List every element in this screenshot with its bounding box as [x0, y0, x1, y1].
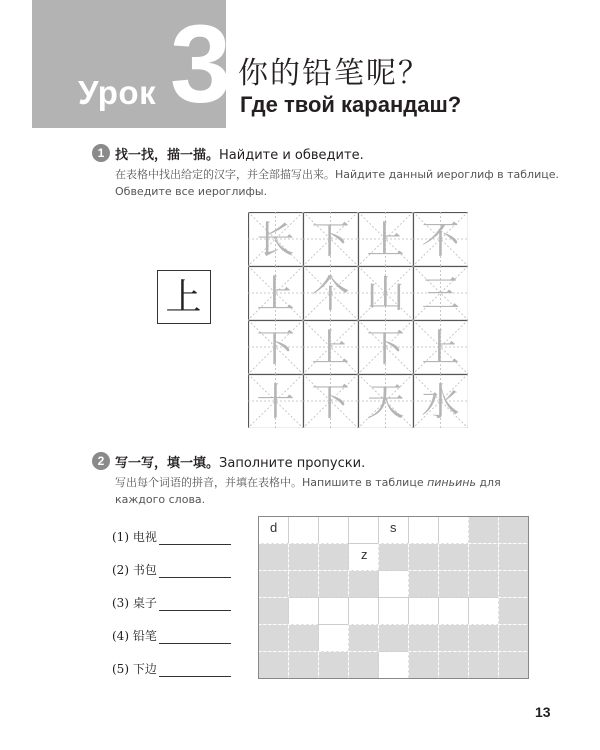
filler-cell — [259, 544, 289, 571]
filler-cell — [289, 544, 319, 571]
grid-character: 下 — [311, 380, 350, 424]
grid-cell[interactable] — [303, 266, 359, 321]
filler-cell — [349, 571, 379, 598]
pinyin-cell[interactable] — [319, 598, 349, 625]
filler-cell — [499, 625, 529, 652]
grid-character: 长 — [256, 218, 295, 262]
pinyin-cell[interactable] — [379, 598, 409, 625]
filler-cell — [259, 598, 289, 625]
word-item-1: (1) 电视 — [112, 528, 231, 545]
word-item-4: (4) 铅笔 — [112, 627, 231, 644]
grid-cell[interactable] — [358, 320, 414, 375]
word-item-5: (5) 下边 — [112, 660, 231, 677]
filler-cell — [259, 652, 289, 679]
pinyin-cell[interactable] — [439, 517, 469, 544]
lesson-title-russian: Где твой карандаш? — [240, 92, 462, 117]
lesson-banner — [32, 0, 232, 128]
filler-cell — [289, 625, 319, 652]
exercise-2-title — [115, 452, 365, 471]
filler-cell — [439, 571, 469, 598]
grid-character: 山 — [366, 272, 405, 316]
grid-character: 不 — [421, 218, 460, 262]
filler-cell — [319, 544, 349, 571]
word-item-2: (2) 书包 — [112, 561, 231, 578]
filler-cell — [409, 544, 439, 571]
filler-cell — [409, 571, 439, 598]
filler-cell — [469, 652, 499, 679]
grid-character: 个 — [311, 272, 350, 316]
sample-character-box — [157, 270, 211, 324]
exercise-1-title-cn: 找一找，描一描。 — [115, 148, 220, 163]
grid-cell[interactable] — [413, 212, 468, 267]
filler-cell — [319, 652, 349, 679]
word-item-3: (3) 桌子 — [112, 594, 231, 611]
grid-cell[interactable] — [413, 374, 468, 428]
pinyin-cell[interactable] — [319, 625, 349, 652]
grid-character: 天 — [366, 380, 405, 424]
pinyin-cell[interactable] — [409, 598, 439, 625]
grid-cell[interactable] — [358, 266, 414, 321]
answer-line[interactable] — [159, 631, 231, 644]
exercise-2-instruction — [115, 474, 501, 508]
filler-cell — [319, 571, 349, 598]
filler-cell — [469, 571, 499, 598]
pinyin-cell[interactable] — [409, 517, 439, 544]
grid-character: 下 — [311, 218, 350, 262]
grid-character: 三 — [421, 272, 460, 316]
exercise-1-instruction-line1: 在表格中找出给定的汉字，并全部描写出来。Найдите данный иероглиф в таблице. — [115, 168, 559, 181]
filler-cell — [499, 571, 529, 598]
answer-line[interactable] — [159, 532, 231, 545]
filler-cell — [439, 652, 469, 679]
grid-character: 十 — [256, 380, 295, 424]
pinyin-cell[interactable] — [349, 598, 379, 625]
pinyin-cell[interactable] — [379, 571, 409, 598]
grid-character: 上 — [421, 326, 460, 370]
pinyin-cell[interactable] — [379, 652, 409, 679]
filler-cell — [289, 571, 319, 598]
grid-character: 上 — [311, 326, 350, 370]
exercise-1-instruction-line2: Обведите все иероглифы. — [115, 185, 268, 198]
filler-cell — [499, 517, 529, 544]
table-letter-z: z — [361, 547, 368, 562]
exercise-1-title — [115, 144, 364, 163]
filler-cell — [469, 544, 499, 571]
grid-character: 上 — [256, 272, 295, 316]
grid-character: 水 — [421, 380, 460, 424]
pinyin-cell[interactable] — [319, 517, 349, 544]
grid-cell[interactable] — [303, 320, 359, 375]
filler-cell — [259, 625, 289, 652]
filler-cell — [349, 625, 379, 652]
lesson-label: Урок — [78, 74, 157, 111]
grid-cell[interactable] — [248, 212, 304, 267]
filler-cell — [259, 571, 289, 598]
pinyin-cell[interactable] — [289, 517, 319, 544]
filler-cell — [499, 544, 529, 571]
grid-character: 上 — [366, 218, 405, 262]
filler-cell — [409, 625, 439, 652]
filler-cell — [379, 625, 409, 652]
lesson-title-chinese: 你的铅笔呢？ — [238, 56, 430, 91]
exercise-2-instruction-line2: каждого слова. — [115, 493, 206, 506]
grid-character: 下 — [366, 326, 405, 370]
filler-cell — [469, 625, 499, 652]
filler-cell — [379, 544, 409, 571]
pinyin-crossword-table — [258, 516, 529, 680]
filler-cell — [499, 652, 529, 679]
filler-cell — [349, 652, 379, 679]
answer-line[interactable] — [159, 598, 231, 611]
pinyin-cell[interactable] — [349, 517, 379, 544]
pinyin-cell[interactable] — [439, 598, 469, 625]
filler-cell — [499, 598, 529, 625]
exercise-1-badge: 1 — [92, 144, 110, 162]
table-letter-s: s — [390, 520, 397, 535]
grid-cell[interactable] — [303, 374, 359, 428]
pinyin-cell[interactable] — [469, 598, 499, 625]
exercise-2-title-cn: 写一写，填一填。 — [115, 456, 220, 471]
filler-cell — [439, 544, 469, 571]
lesson-number: 3 — [170, 3, 232, 126]
grid-cell[interactable] — [413, 320, 468, 375]
table-letter-d: d — [270, 520, 278, 535]
exercise-2-title-ru: Заполните пропуски. — [219, 456, 366, 471]
filler-cell — [469, 517, 499, 544]
grid-cell[interactable] — [413, 266, 468, 321]
exercise-1-title-ru: Найдите и обведите. — [219, 148, 364, 163]
grid-character: 下 — [256, 326, 295, 370]
grid-cell[interactable] — [248, 320, 304, 375]
filler-cell — [439, 625, 469, 652]
exercise-1-instruction — [115, 166, 559, 200]
pinyin-cell[interactable] — [289, 598, 319, 625]
tracing-grid — [248, 212, 468, 428]
answer-line[interactable] — [159, 664, 231, 677]
filler-cell — [409, 652, 439, 679]
grid-cell[interactable] — [248, 266, 304, 321]
page-number: 13 — [535, 704, 551, 720]
exercise-2-badge: 2 — [92, 452, 110, 470]
exercise-2-instruction-line1: 写出每个词语的拼音，并填在表格中。Напишите в таблице пиньинь для — [115, 476, 501, 489]
grid-cell[interactable] — [303, 212, 359, 267]
grid-cell[interactable] — [358, 212, 414, 267]
sample-character: 上 — [165, 277, 202, 318]
grid-cell[interactable] — [248, 374, 304, 428]
grid-cell[interactable] — [358, 374, 414, 428]
answer-line[interactable] — [159, 565, 231, 578]
filler-cell — [289, 652, 319, 679]
